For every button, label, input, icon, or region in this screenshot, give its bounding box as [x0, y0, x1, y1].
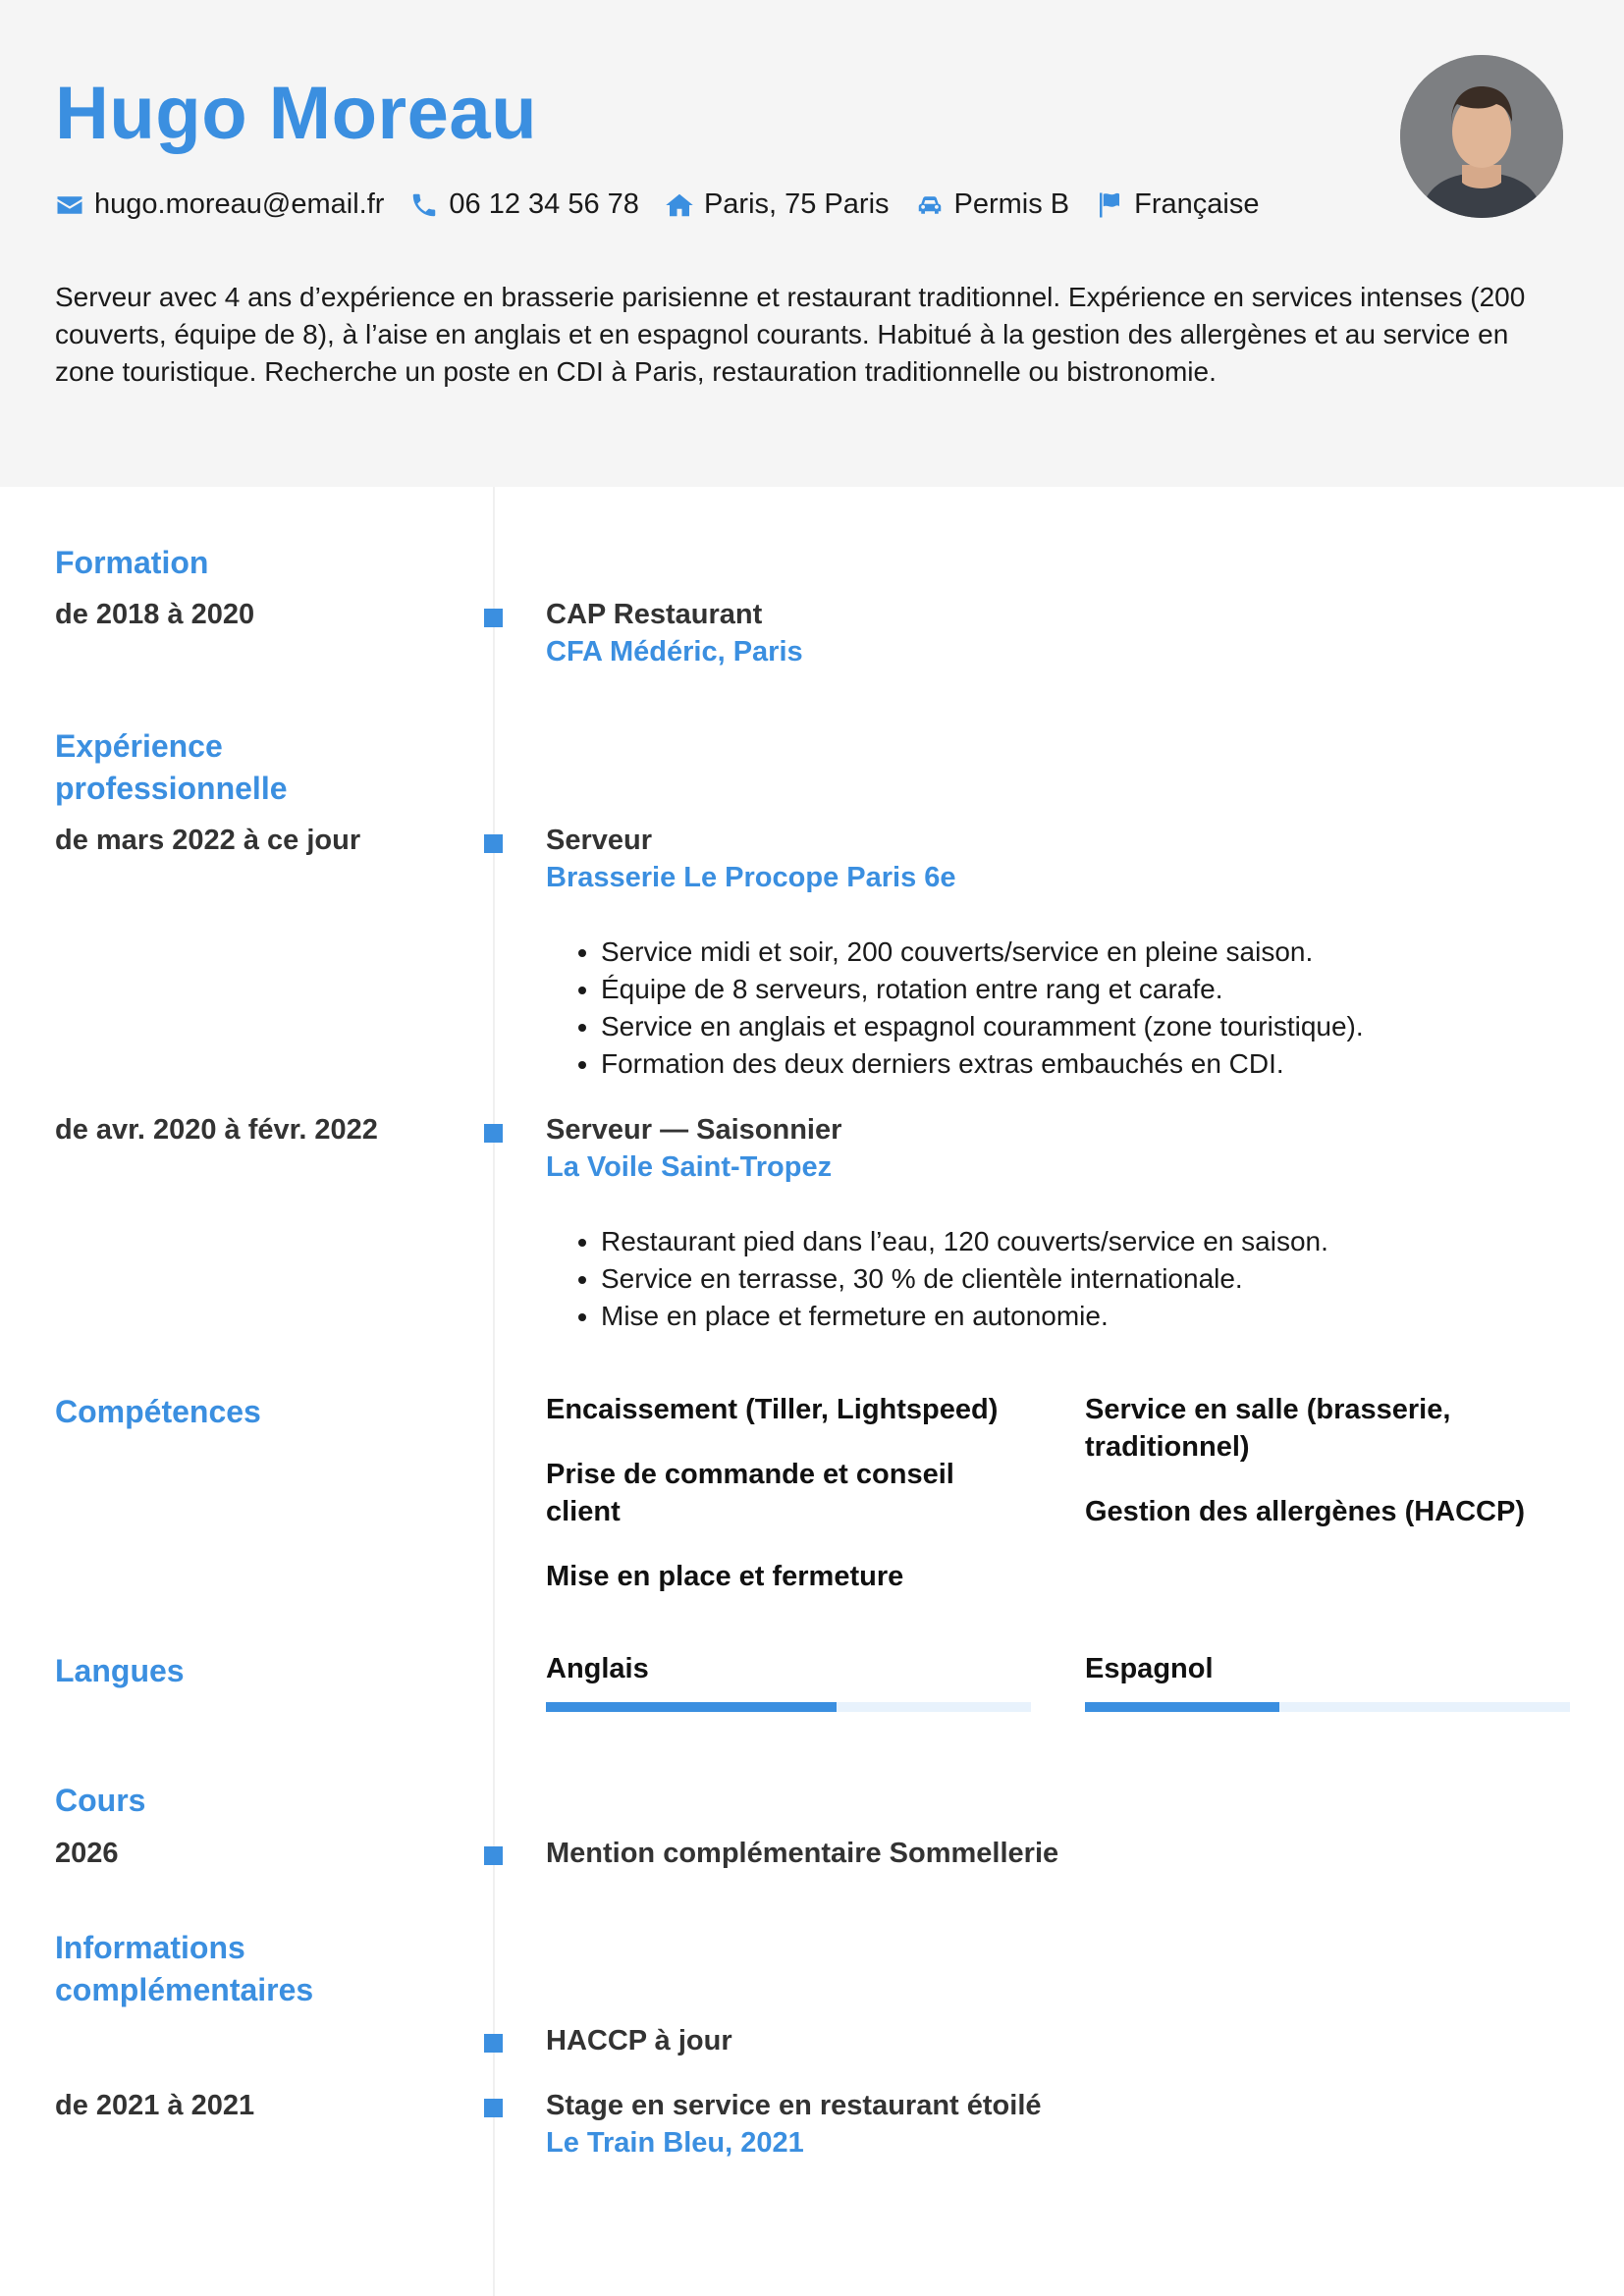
contact-license — [915, 188, 1070, 221]
formation-title: CAP Restaurant — [546, 599, 763, 630]
language-level-bar — [546, 1702, 1031, 1712]
timeline-marker — [484, 834, 503, 853]
skill-item: Service en salle (brasserie, traditionnel) — [1085, 1394, 1451, 1463]
profile-summary: Serveur avec 4 ans d’expérience en brasserie parisienne et restaurant traditionnel. Expérience en services intenses (200 couverts, équipe de 8), à l’aise en anglais et en espagnol courants. Habitué à la gestion des allergènes et au service en zone touristique. Recherche un poste en CDI à Paris, restauration traditionnelle ou bistronomie. — [55, 282, 1526, 387]
experience-job-title: Serveur — Saisonnier — [546, 1114, 842, 1146]
experience-date: de avr. 2020 à févr. 2022 — [55, 1114, 378, 1146]
contact-nationality-text: Française — [1134, 188, 1260, 220]
language-level-fill — [1085, 1702, 1279, 1712]
section-title-languages: Langues — [55, 1653, 185, 1688]
contact-email-text: hugo.moreau@email.fr — [94, 188, 385, 220]
list-item: • Service midi et soir, 200 couverts/service en pleine saison. — [601, 934, 1364, 971]
additional-title: Stage en service en restaurant étoilé — [546, 2090, 1042, 2121]
formation-school: CFA Médéric, Paris — [546, 636, 803, 667]
header-section — [0, 0, 1624, 487]
candidate-name: Hugo Moreau — [55, 72, 538, 155]
section-title-additional-line1: Informations — [55, 1930, 245, 1965]
home-icon — [665, 190, 694, 220]
contact-phone[interactable] — [409, 188, 639, 221]
experience-employer: La Voile Saint-Tropez — [546, 1151, 833, 1183]
list-item: • Équipe de 8 serveurs, rotation entre rang et carafe. — [601, 971, 1364, 1008]
timeline-marker — [484, 2099, 503, 2117]
section-title-experience-line2: professionnelle — [55, 771, 288, 806]
section-title-experience — [55, 725, 288, 810]
list-item: • Service en anglais et espagnol couramment (zone touristique). — [601, 1008, 1364, 1045]
list-item: • Mise en place et fermeture en autonomie. — [601, 1298, 1328, 1335]
timeline-marker — [484, 1846, 503, 1865]
contact-address — [665, 188, 890, 221]
skill-item: Prise de commande et conseil client — [546, 1459, 954, 1527]
section-title-additional — [55, 1927, 313, 2011]
additional-subtitle: Le Train Bleu, 2021 — [546, 2127, 804, 2159]
experience-bullets — [546, 934, 1364, 1083]
timeline-marker — [484, 609, 503, 627]
profile-photo — [1400, 55, 1563, 218]
contact-nationality — [1095, 188, 1259, 221]
skill-item: Encaissement (Tiller, Lightspeed) — [546, 1394, 999, 1425]
section-title-formation: Formation — [55, 545, 209, 580]
contact-email[interactable] — [55, 188, 384, 221]
course-date: 2026 — [55, 1838, 119, 1869]
timeline-divider — [493, 487, 495, 2296]
list-item: • Formation des deux derniers extras embauchés en CDI. — [601, 1045, 1364, 1083]
envelope-icon — [55, 190, 84, 220]
car-icon — [915, 190, 945, 220]
contact-address-text: Paris, 75 Paris — [703, 188, 890, 220]
experience-job-title: Serveur — [546, 825, 653, 856]
experience-employer: Brasserie Le Procope Paris 6e — [546, 862, 956, 893]
skill-item: Mise en place et fermeture — [546, 1561, 904, 1592]
list-item: • Service en terrasse, 30 % de clientèle internationale. — [601, 1260, 1328, 1298]
contact-bar — [55, 188, 1284, 221]
language-name: Espagnol — [1085, 1653, 1214, 1684]
language-name: Anglais — [546, 1653, 649, 1684]
contact-license-text: Permis B — [953, 188, 1070, 220]
language-level-fill — [546, 1702, 837, 1712]
flag-icon — [1095, 190, 1124, 220]
section-title-skills: Compétences — [55, 1394, 261, 1429]
additional-title: HACCP à jour — [546, 2025, 732, 2056]
list-item: • Restaurant pied dans l’eau, 120 couverts/service en saison. — [601, 1223, 1328, 1260]
section-title-experience-line1: Expérience — [55, 728, 223, 764]
experience-date: de mars 2022 à ce jour — [55, 825, 361, 856]
skill-item: Gestion des allergènes (HACCP) — [1085, 1496, 1525, 1527]
phone-icon — [409, 190, 439, 220]
timeline-marker — [484, 2034, 503, 2053]
experience-bullets — [546, 1223, 1328, 1335]
timeline-marker — [484, 1124, 503, 1143]
section-title-additional-line2: complémentaires — [55, 1972, 314, 2007]
additional-date: de 2021 à 2021 — [55, 2090, 255, 2121]
section-title-courses: Cours — [55, 1783, 146, 1818]
formation-date: de 2018 à 2020 — [55, 599, 255, 630]
language-level-bar — [1085, 1702, 1570, 1712]
contact-phone-text: 06 12 34 56 78 — [449, 188, 639, 220]
course-title: Mention complémentaire Sommellerie — [546, 1838, 1059, 1869]
